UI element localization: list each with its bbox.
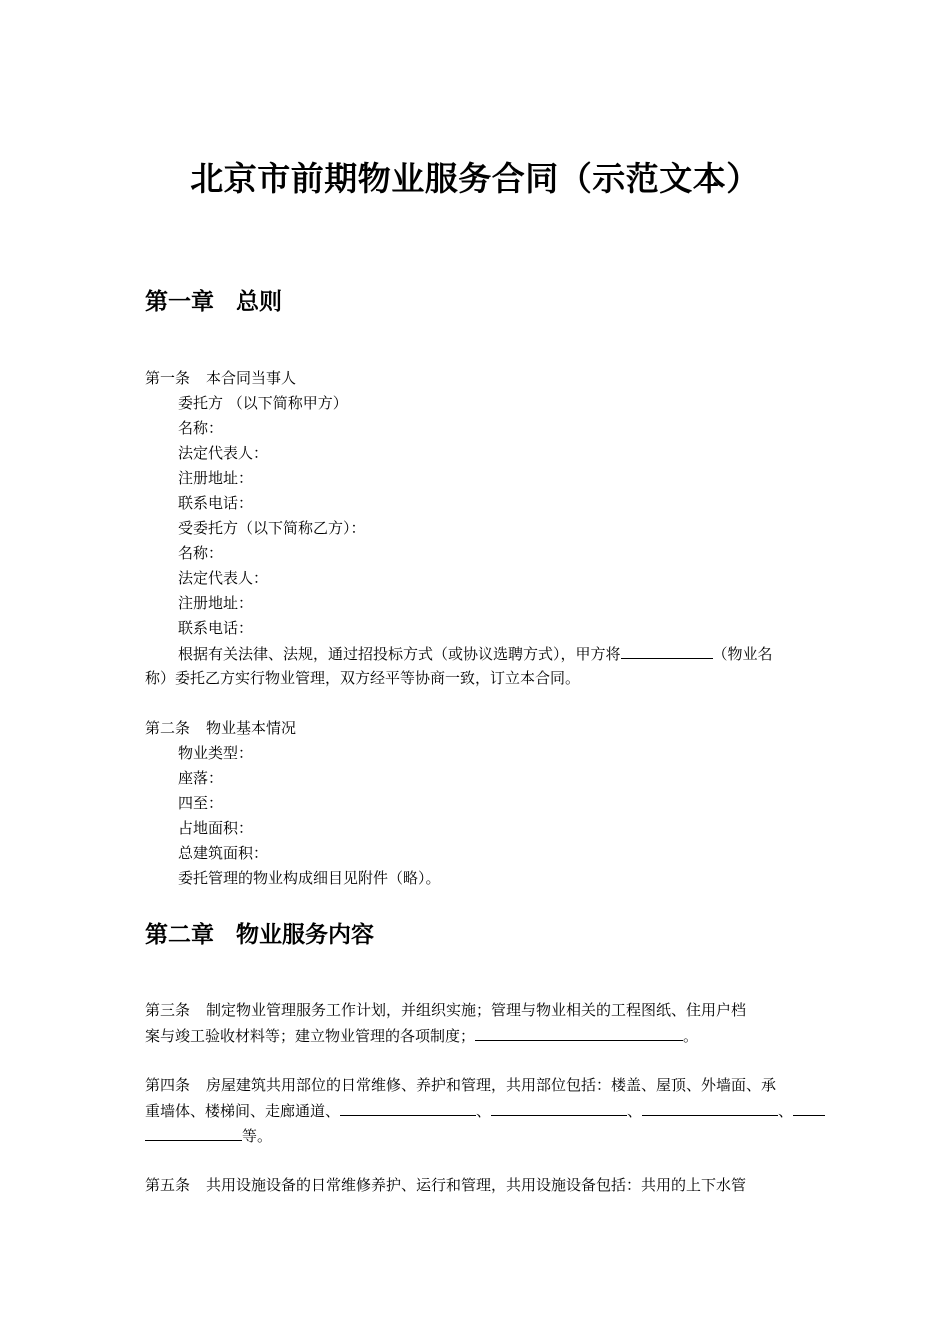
article-1-label: 第一条 bbox=[145, 369, 191, 387]
party-a-address: 注册地址： bbox=[178, 469, 254, 487]
party-b-address: 注册地址： bbox=[178, 594, 254, 612]
property-location: 座落： bbox=[178, 769, 224, 787]
article-2-title: 物业基本情况 bbox=[206, 719, 297, 737]
chapter-1-heading bbox=[145, 285, 282, 319]
article-2-heading bbox=[145, 716, 807, 741]
article-3-label: 第三条 bbox=[145, 1001, 191, 1019]
article-1-paragraph-mid: （物业名 bbox=[712, 645, 773, 663]
article-3-blank bbox=[475, 1023, 683, 1041]
party-b-representative: 法定代表人： bbox=[178, 569, 269, 587]
property-boundary: 四至： bbox=[178, 794, 224, 812]
property-floor-area: 总建筑面积： bbox=[178, 844, 269, 862]
article-3-text-end: 。 bbox=[683, 1027, 699, 1045]
article-1-title: 本合同当事人 bbox=[206, 369, 297, 387]
article-4-text-end: 等。 bbox=[242, 1127, 273, 1145]
property-name-blank bbox=[621, 641, 713, 659]
article-4-text-2: 重墙体、楼梯间、走廊通道、 bbox=[145, 1102, 341, 1120]
article-1-heading bbox=[145, 366, 807, 391]
article-3-text-1: 制定物业管理服务工作计划，并组织实施；管理与物业相关的工程图纸、住用户档 bbox=[206, 1001, 747, 1019]
article-4-line-3 bbox=[145, 1123, 807, 1148]
party-b-label: 受委托方（以下简称乙方）： bbox=[178, 519, 366, 537]
property-land-area: 占地面积： bbox=[178, 819, 254, 837]
party-b-phone: 联系电话： bbox=[178, 619, 254, 637]
article-4-line-2 bbox=[145, 1098, 807, 1123]
property-annex-note: 委托管理的物业构成细目见附件（略）。 bbox=[178, 869, 441, 887]
party-a-label: 委托方 （以下简称甲方） bbox=[178, 394, 348, 412]
article-4-blank-1 bbox=[340, 1098, 476, 1116]
article-4-line-1 bbox=[145, 1073, 807, 1098]
article-4-sep-1: 、 bbox=[476, 1102, 492, 1120]
chapter-1-number: 第一章 bbox=[145, 289, 214, 315]
article-5-label: 第五条 bbox=[145, 1176, 191, 1194]
article-4-label: 第四条 bbox=[145, 1076, 191, 1094]
article-1-paragraph-start: 根据有关法律、法规，通过招投标方式（或协议选聘方式），甲方将 bbox=[178, 645, 621, 663]
property-type: 物业类型： bbox=[178, 744, 254, 762]
article-5-text-1: 共用设施设备的日常维修养护、运行和管理，共用设施设备包括：共用的上下水管 bbox=[206, 1176, 747, 1194]
chapter-2-name: 物业服务内容 bbox=[236, 922, 374, 948]
article-4-blank-3 bbox=[642, 1098, 778, 1116]
article-1-paragraph-end: 称）委托乙方实行物业管理，双方经平等协商一致，订立本合同。 bbox=[145, 669, 581, 687]
article-3-line-2 bbox=[145, 1023, 807, 1048]
article-4-blank-4-start bbox=[793, 1098, 825, 1116]
article-4-blank-2 bbox=[491, 1098, 627, 1116]
chapter-1-name: 总则 bbox=[236, 289, 282, 315]
party-a-name: 名称： bbox=[178, 419, 224, 437]
article-4-sep-3: 、 bbox=[778, 1102, 794, 1120]
chapter-2-heading bbox=[145, 918, 374, 952]
chapter-1-body bbox=[145, 366, 807, 891]
document-title: 北京市前期物业服务合同（示范文本） bbox=[190, 159, 760, 198]
party-b-name: 名称： bbox=[178, 544, 224, 562]
chapter-2-number: 第二章 bbox=[145, 922, 214, 948]
article-1-paragraph-line-1 bbox=[145, 641, 807, 666]
article-5-line-1 bbox=[145, 1173, 807, 1198]
chapter-2-body bbox=[145, 998, 807, 1198]
article-4-blank-4-end bbox=[145, 1123, 242, 1141]
article-4-sep-2: 、 bbox=[627, 1102, 643, 1120]
article-2-label: 第二条 bbox=[145, 719, 191, 737]
party-a-phone: 联系电话： bbox=[178, 494, 254, 512]
party-a-representative: 法定代表人： bbox=[178, 444, 269, 462]
article-3-line-1 bbox=[145, 998, 807, 1023]
article-4-text-1: 房屋建筑共用部位的日常维修、养护和管理，共用部位包括：楼盖、屋顶、外墙面、承 bbox=[206, 1076, 777, 1094]
article-3-text-2: 案与竣工验收材料等；建立物业管理的各项制度； bbox=[145, 1027, 476, 1045]
